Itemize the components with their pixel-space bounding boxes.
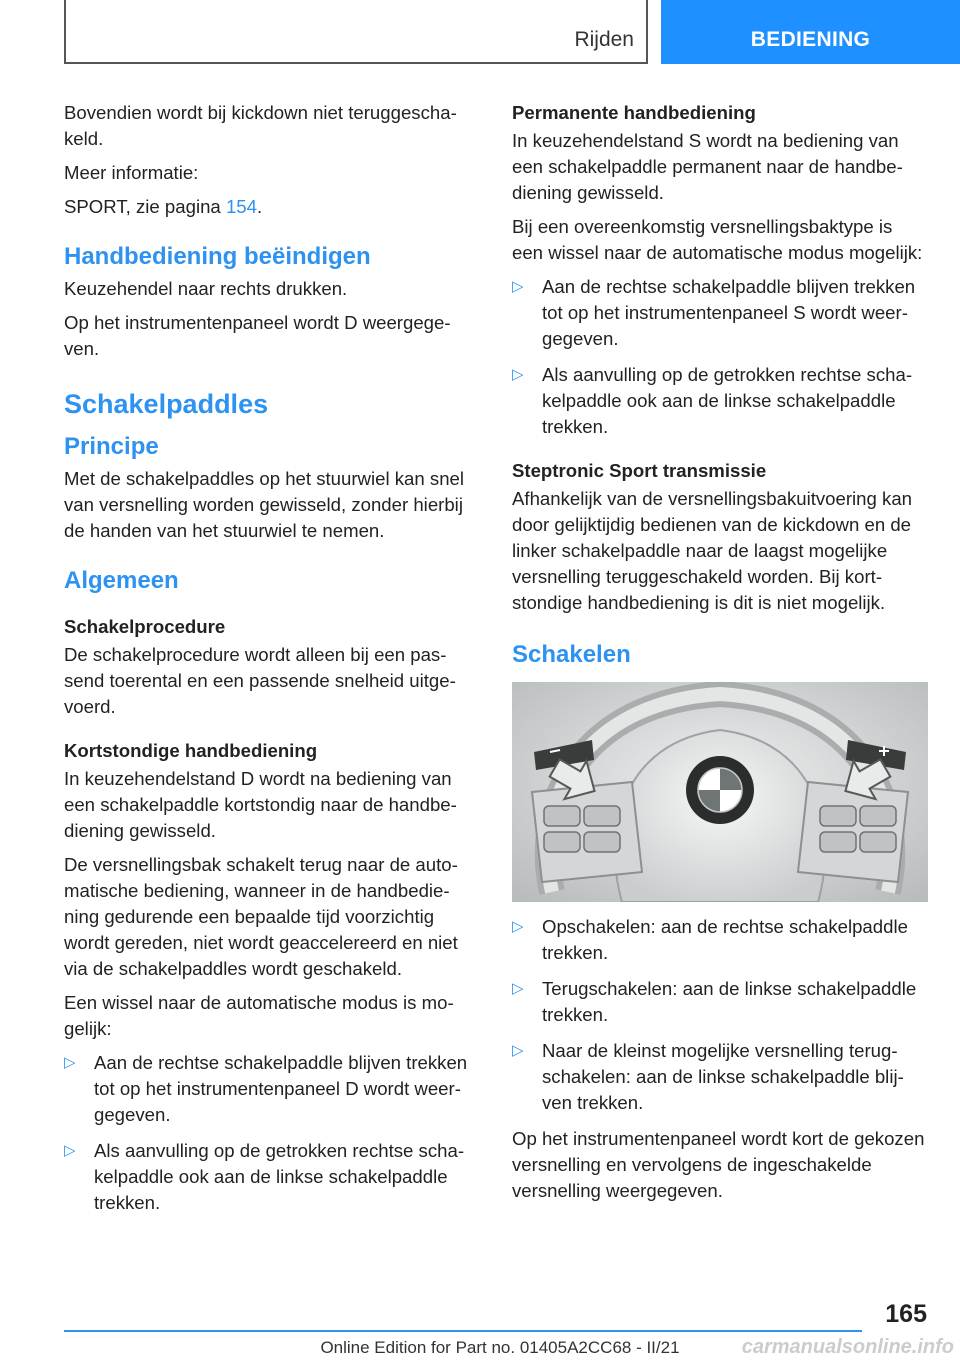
paragraph: In keuzehendelstand D wordt na bediening van een schakelpaddle kortstondig naar de handbediening gewisseld. [64, 768, 457, 841]
heading-schakelpaddles: Schakelpaddles [64, 389, 269, 419]
bullet-list [512, 914, 926, 1116]
heading-permanente-handbediening: Permanente handbediening [512, 102, 756, 123]
header-chapter-tab [661, 0, 960, 64]
page-link[interactable]: 154 [225, 196, 257, 217]
header-section-tab [64, 0, 648, 64]
bullet-list [64, 1050, 478, 1216]
paragraph: Met de schakelpaddles op het stuurwiel kan snel van versnelling worden gewisseld, zonder hierbij de handen van het stuurwiel te nemen. [64, 468, 465, 541]
paragraph: Keuzehendel naar rechts drukken. [64, 278, 348, 299]
footer-divider [64, 1330, 862, 1332]
footer-edition-text: Online Edition for Part no. 01405A2CC68 - II/21 [320, 1338, 680, 1357]
triangle-bullet-icon: ▷ [64, 1142, 76, 1159]
right-column [512, 100, 926, 1212]
heading-steptronic-sport: Steptronic Sport transmissie [512, 460, 767, 481]
heading-handbediening-beeindigen: Handbediening beëindigen [64, 243, 371, 270]
paragraph: Op het instrumentenpaneel wordt kort de gekozen versnelling en vervolgens de ingeschakelde versnelling weergegeven. [512, 1128, 925, 1201]
list-item: ▷ Aan de rechtse schakelpaddle blijven trekken tot op het instrumentenpaneel S wordt weergegeven. [512, 276, 916, 349]
header-chapter-label: BEDIENING [750, 28, 871, 51]
list-item: ▷ Als aanvulling op de getrokken rechtse schakelpaddle ook aan de linkse schakelpaddle trekken. [64, 1140, 465, 1213]
list-item: ▷ Naar de kleinst mogelijke versnelling terugschakelen: aan de linkse schakelpaddle blijven trekken. [512, 1040, 904, 1113]
triangle-bullet-icon: ▷ [512, 366, 524, 383]
bullet-list [512, 274, 926, 440]
paragraph: Meer informatie: [64, 162, 199, 183]
paragraph: In keuzehendelstand S wordt na bediening van een schakelpaddle permanent naar de handbediening gewisseld. [512, 130, 903, 203]
triangle-bullet-icon: ▷ [512, 918, 524, 935]
list-item: ▷ Als aanvulling op de getrokken rechtse schakelpaddle ook aan de linkse schakelpaddle trekken. [512, 364, 913, 437]
paragraph: Op het instrumentenpaneel wordt D weergegeven. [64, 312, 451, 359]
heading-kortstondige-handbediening: Kortstondige handbediening [64, 740, 318, 761]
paragraph: Afhankelijk van de versnellingsbakuitvoering kan door gelijktijdig bedienen van de kickdown en de linker schakelpaddle naar de laagst mogelijke versnelling teruggeschakeld worden. Bij kortstondige handbediening is dit is niet mogelijk. [512, 488, 913, 613]
heading-schakelen: Schakelen [512, 641, 631, 668]
left-column [64, 100, 478, 1226]
triangle-bullet-icon: ▷ [512, 278, 524, 295]
triangle-bullet-icon: ▷ [512, 1042, 524, 1059]
list-item: ▷ Aan de rechtse schakelpaddle blijven trekken tot op het instrumentenpaneel D wordt weergegeven. [64, 1052, 468, 1125]
list-item: ▷ Opschakelen: aan de rechtse schakelpaddle trekken. [512, 916, 908, 963]
paragraph: De versnellingsbak schakelt terug naar de automatische bediening, wanneer in de handbediening gedurende een bepaalde tijd voorzichtig wordt gereden, niet wordt geaccelereerd en niet via de schakelpaddles wordt geschakeld. [64, 854, 458, 979]
watermark: carmanualsonline.info [741, 1336, 954, 1358]
triangle-bullet-icon: ▷ [512, 980, 524, 997]
heading-schakelprocedure: Schakelprocedure [64, 616, 226, 637]
page-number: 165 [885, 1300, 927, 1328]
header-section-label: Rijden [574, 28, 634, 51]
paragraph: Bovendien wordt bij kickdown niet teruggeschakeld. [64, 102, 457, 149]
paragraph: De schakelprocedure wordt alleen bij een passend toerental en een passende snelheid uitgevoerd. [64, 644, 456, 717]
paragraph: Een wissel naar de automatische modus is mogelijk: [64, 992, 454, 1039]
heading-algemeen: Algemeen [64, 567, 179, 594]
steering-wheel-illustration [512, 682, 928, 902]
paragraph: Bij een overeenkomstig versnellingsbaktype is een wissel naar de automatische modus mogelijk: [512, 216, 923, 263]
triangle-bullet-icon: ▷ [64, 1054, 76, 1071]
list-item: ▷ Terugschakelen: aan de linkse schakelpaddle trekken. [512, 978, 917, 1025]
paragraph-with-link: SPORT, zie pagina 154. [64, 196, 263, 217]
steering-wheel-icon [512, 682, 928, 902]
heading-principe: Principe [64, 433, 159, 460]
